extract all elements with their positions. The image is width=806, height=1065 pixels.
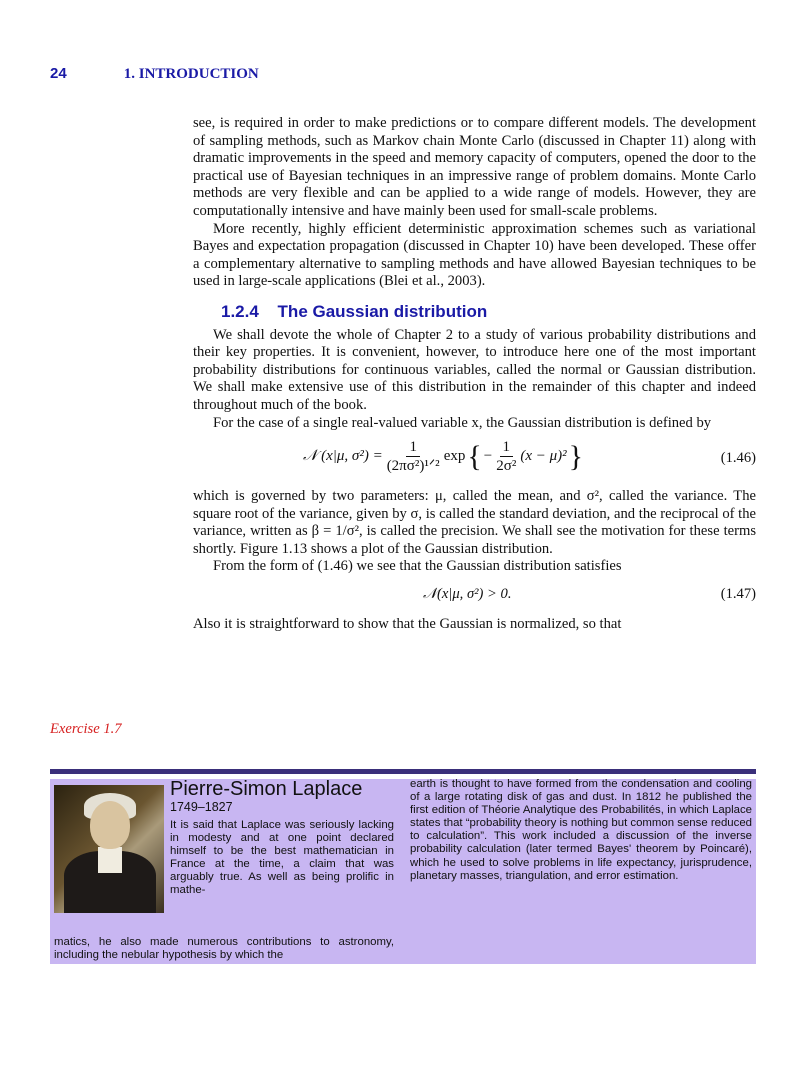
biography-name: Pierre-Simon Laplace xyxy=(170,778,363,800)
chapter-title: 1. INTRODUCTION xyxy=(123,66,259,82)
paragraph: For the case of a single real-valued variable x, the Gaussian distribution is defined by xyxy=(213,414,712,431)
inner-rest: (x − μ)² xyxy=(520,447,567,464)
fraction xyxy=(387,438,440,475)
equation-body: 𝒩 (x|μ, σ²) = $\frac{1}{\text{(2πσ²)¹ᐟ²}}$ exp { − $\frac{1}{\text{2σ²}}$ (x − μ)² } xyxy=(303,439,584,475)
page-number: 24 xyxy=(50,65,67,82)
biography-box xyxy=(50,779,756,964)
page-header xyxy=(50,65,259,83)
paragraph: From the form of (1.46) we see that the Gaussian distribution satisfies xyxy=(213,558,622,575)
equation-number: (1.47) xyxy=(720,586,756,603)
equation-1-46 xyxy=(193,436,756,484)
fraction-numerator: 1 xyxy=(406,438,420,457)
section-title: The Gaussian distribution xyxy=(277,301,488,321)
section-heading xyxy=(221,303,756,321)
right-brace: } xyxy=(568,439,584,473)
inner-numerator: 1 xyxy=(500,438,514,457)
paragraph: More recently, highly efficient deterministic approximation schemes such as variational Bayes and expectation propagation (discussed in Chapter 10) have been developed. These offer a complementary alternative to sampling methods and have allowed Bayesian techniques to be used in large-scale applications (Blei et al., 2003). xyxy=(193,220,756,290)
fraction-denominator: (2πσ²)¹ᐟ² xyxy=(386,458,440,475)
biography-text-left-continued: matics, he also made numerous contributions to astronomy, including the nebular hypothesis by which the xyxy=(54,936,394,962)
biography-text-left: It is said that Laplace was seriously lacking in modesty and at one point declared himself to be the best mathematician in France at the time, a claim that was arguably true. As well as being prolific in mathe- xyxy=(170,819,394,897)
paragraph: Also it is straightforward to show that the Gaussian is normalized, so that xyxy=(193,616,622,633)
paragraph: see, is required in order to make predictions or to compare different models. The development of sampling methods, such as Markov chain Monte Carlo (discussed in Chapter 11) along with dramatic improvements in the speed and memory capacity of computers, opened the door to the practical use of Bayesian techniques in an impressive range of problem domains. Monte Carlo methods are very flexible and can be applied to a wide range of models. However, they are computationally intensive and have mainly been used for small-scale problems. xyxy=(193,115,756,219)
biography-dates: 1749–1827 xyxy=(170,800,233,814)
paragraph: which is governed by two parameters: μ, called the mean, and σ², called the variance. The square root of the variance, given by σ, is called the standard deviation, and the reciprocal of the variance, written as β = 1/σ², is called the precision. We shall see the motivation for these terms shortly. Figure 1.13 shows a plot of the Gaussian distribution. xyxy=(193,488,756,557)
main-text xyxy=(193,115,756,634)
equation-number: (1.46) xyxy=(720,450,756,467)
exp-label: exp xyxy=(443,447,466,464)
exercise-reference[interactable]: Exercise 1.7 xyxy=(50,721,122,737)
equation-lhs: 𝒩 (x|μ, σ²) = xyxy=(303,447,383,464)
equation-1-47 xyxy=(193,582,756,610)
paragraph: We shall devote the whole of Chapter 2 to a study of various probability distributions and their key properties. It is convenient, however, to introduce here one of the most important probability distributions for continuous variables, called the normal or Gaussian distribution. We shall make extensive use of this distribution in the remainder of this chapter and indeed throughout much of the book. xyxy=(193,326,756,413)
laplace-portrait xyxy=(54,785,164,913)
inner-fraction xyxy=(496,438,516,475)
equation-expression: 𝒩(x|μ, σ²) > 0. xyxy=(423,586,512,603)
biography-rule xyxy=(50,769,756,774)
biography-text-right: earth is thought to have formed from the condensation and cooling of a large rotating disk of gas and dust. In 1812 he published the first edition of Théorie Analytique des Probabilités, in which Laplace states that “probability theory is nothing but common sense reduced to calculation”. This work included a discussion of the inverse probability calculation (later termed Bayes' theorem by Poincaré), which he used to solve problems in life expectancy, jurisprudence, planetary masses, triangulation, and error estimation. xyxy=(410,778,752,882)
inner-denominator: 2σ² xyxy=(496,458,517,475)
left-brace: { xyxy=(467,439,482,473)
section-number: 1.2.4 xyxy=(221,301,259,321)
